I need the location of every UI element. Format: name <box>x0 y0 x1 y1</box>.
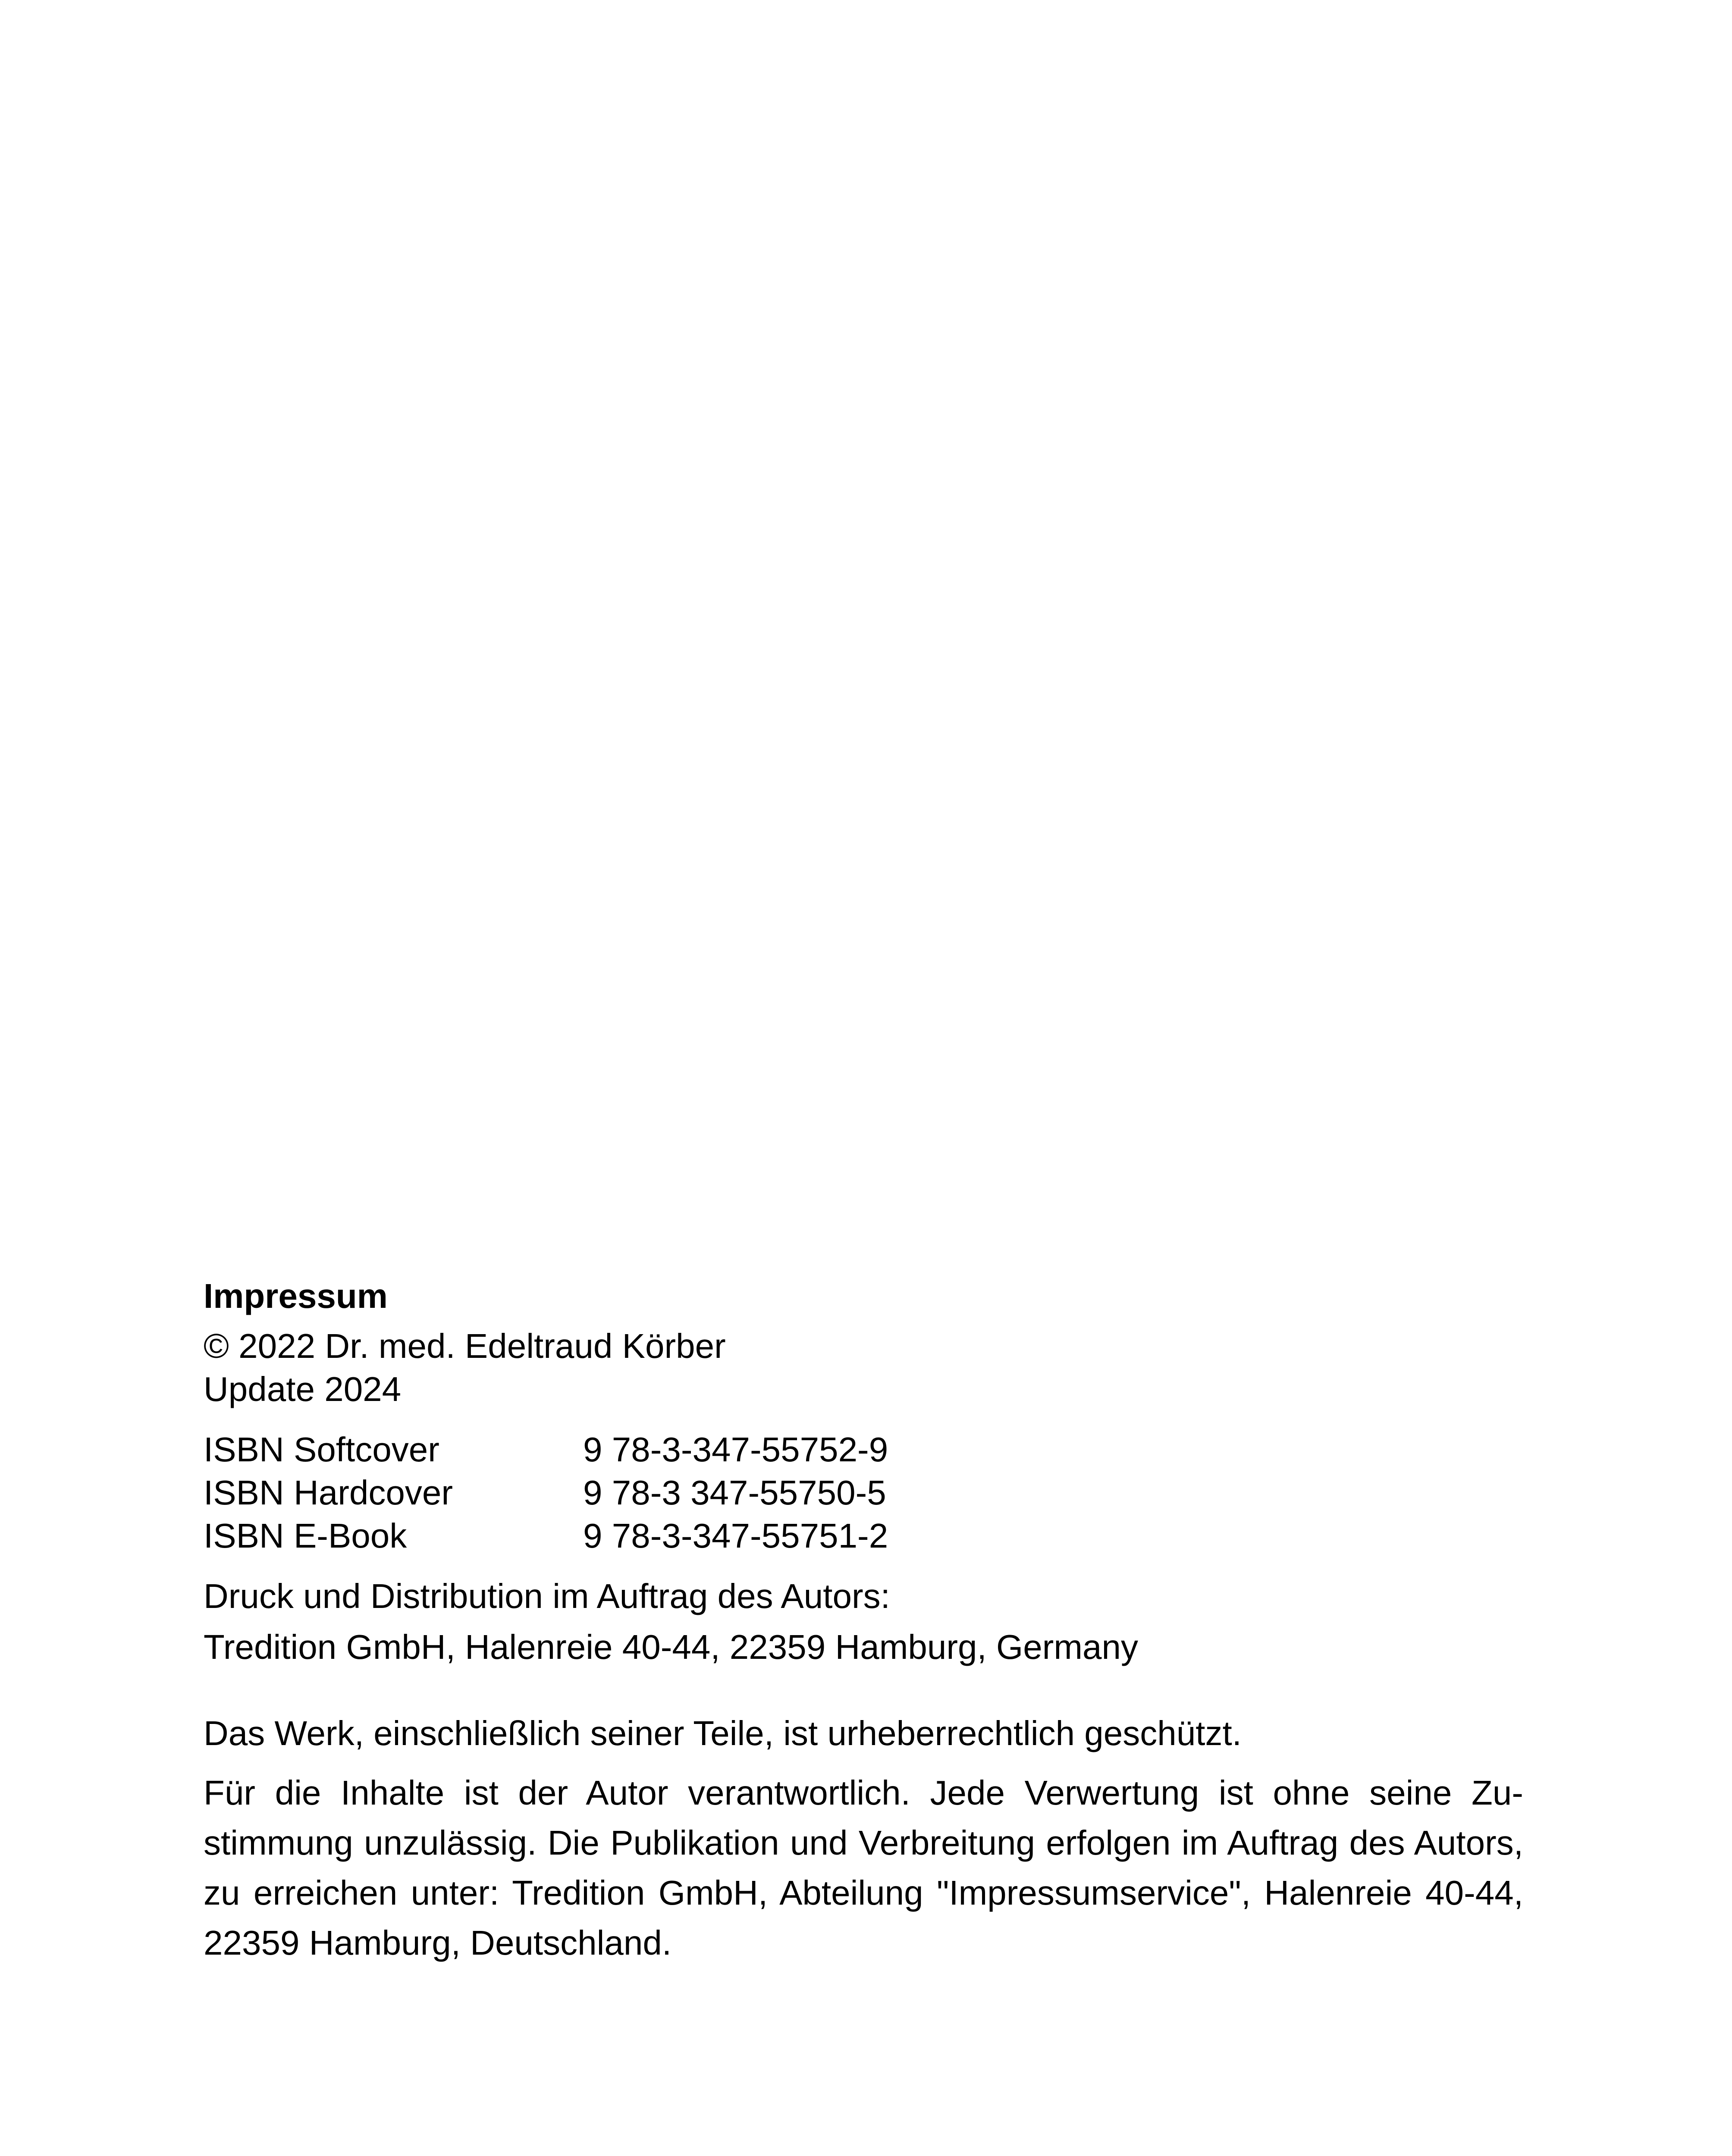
isbn-table <box>204 1428 1523 1557</box>
isbn-value-hardcover: 9 78-3 347-55750-5 <box>583 1473 886 1512</box>
publisher-address: Tredition GmbH, Halenreie 40-44, 22359 Hamburg, Germany <box>204 1628 1138 1666</box>
print-distribution <box>204 1575 1523 1669</box>
isbn-label-softcover: ISBN Softcover <box>204 1430 439 1469</box>
imprint-section <box>204 1275 1523 1968</box>
rights-notice: Das Werk, einschließlich seiner Teile, ist urheberrechtlich geschützt. <box>204 1714 1242 1752</box>
print-line: Druck und Distribution im Auftrag des Autors: <box>204 1577 890 1615</box>
responsibility-notice: Für die Inhalte ist der Autor verantwortlich. Jede Verwertung ist ohne seine Zu-stimmung unzulässig. Die Publikation und Verbreitung erfolgen im Auftrag des Autors, zu erreichen unter: Tredition GmbH, Abteilung "Impressumservice", Halenreie 40-44, 22359 Hamburg, Deutschland. <box>204 1774 1523 1962</box>
isbn-value-softcover: 9 78-3-347-55752-9 <box>583 1430 888 1469</box>
update-line: Update 2024 <box>204 1370 402 1408</box>
imprint-title: Impressum <box>204 1277 388 1315</box>
copyright-line: © 2022 Dr. med. Edeltraud Körber <box>204 1327 726 1365</box>
isbn-value-ebook: 9 78-3-347-55751-2 <box>583 1517 888 1555</box>
isbn-label-hardcover: ISBN Hardcover <box>204 1473 453 1512</box>
isbn-label-ebook: ISBN E-Book <box>204 1517 407 1555</box>
